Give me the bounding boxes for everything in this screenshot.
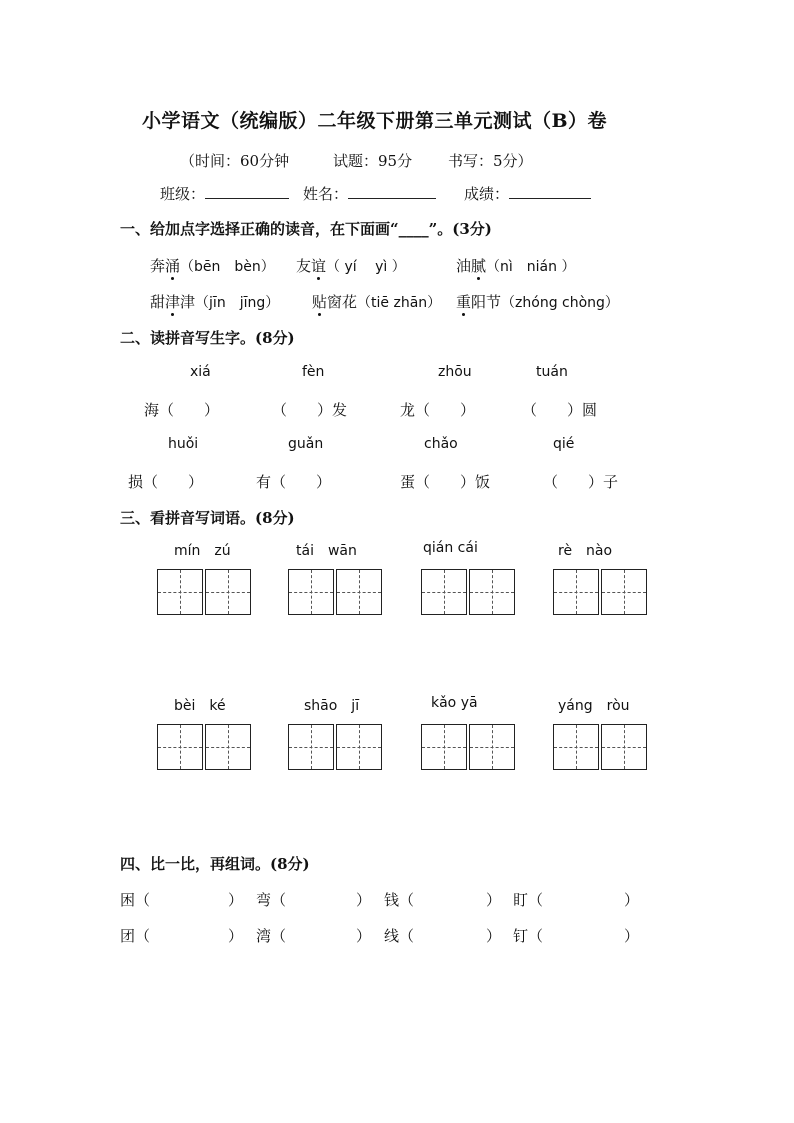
write-char-field[interactable]: 龙（ ） — [400, 401, 476, 419]
section3-heading: 三、看拼音写词语。(8分) — [120, 509, 295, 527]
compare-word-open[interactable]: 线（ — [384, 927, 415, 945]
grade-label: 成绩： — [464, 185, 510, 203]
pinyin-prompt: xiá — [190, 364, 211, 380]
pronunciation-item — [296, 255, 406, 276]
word-pinyin: rè nào — [558, 543, 613, 559]
dotted-char: 谊 — [311, 257, 327, 275]
tian-grid-box[interactable] — [288, 724, 334, 770]
dotted-char: 涌 — [165, 257, 181, 275]
write-char-field[interactable]: （ ）子 — [543, 473, 619, 491]
word-pinyin: mín zú — [174, 543, 231, 559]
pinyin-options: （nì nián ） — [486, 259, 576, 275]
tian-grid-box[interactable] — [469, 569, 515, 615]
name-label: 姓名： — [303, 185, 349, 203]
tian-grid-box[interactable] — [601, 724, 647, 770]
word-pinyin: kǎo yā — [431, 695, 478, 711]
write-char-field[interactable]: 海（ ） — [144, 401, 220, 419]
pinyin-options: （tiē zhān） — [357, 295, 442, 311]
tian-grid-box[interactable] — [553, 569, 599, 615]
class-field — [160, 183, 289, 204]
word-pinyin: yáng ròu — [558, 698, 630, 714]
tian-grid-box[interactable] — [157, 724, 203, 770]
compare-word-close: ） — [356, 927, 372, 945]
item-text: 阳节 — [471, 293, 502, 311]
class-label: 班级： — [160, 185, 206, 203]
tian-grid-box[interactable] — [601, 569, 647, 615]
compare-word-close: ） — [486, 927, 502, 945]
tian-grid-box[interactable] — [421, 569, 467, 615]
compare-word-open[interactable]: 盯（ — [513, 891, 544, 909]
name-field — [303, 183, 436, 204]
pinyin-prompt: huǒi — [168, 436, 199, 452]
item-text: 津 — [180, 293, 196, 311]
word-pinyin: qián cái — [423, 540, 478, 556]
score-info: 试题：95分 — [333, 152, 413, 170]
word-pinyin: tái wān — [296, 543, 357, 559]
name-blank[interactable] — [348, 184, 436, 199]
section1-heading: 一、给加点字选择正确的读音，在下面画“____”。(3分) — [120, 220, 492, 238]
compare-word-close: ） — [624, 927, 640, 945]
page-title: 小学语文（统编版）二年级下册第三单元测试（B）卷 — [142, 110, 608, 132]
pinyin-options: （jīn jīng） — [195, 295, 280, 311]
tian-grid-box[interactable] — [336, 724, 382, 770]
tian-grid-box[interactable] — [553, 724, 599, 770]
time-info: （时间：60分钟 — [180, 152, 290, 170]
pinyin-prompt: zhōu — [438, 364, 472, 380]
writing-info: 书写：5分） — [448, 152, 533, 170]
word-pinyin: bèi ké — [174, 698, 226, 714]
pronunciation-item — [456, 291, 619, 312]
pronunciation-item — [150, 255, 275, 276]
compare-word-close: ） — [486, 891, 502, 909]
compare-word-close: ） — [356, 891, 372, 909]
write-char-field[interactable]: 损（ ） — [128, 473, 204, 491]
dotted-char: 重 — [456, 293, 472, 311]
item-text: 奔 — [150, 257, 166, 275]
tian-grid-box[interactable] — [469, 724, 515, 770]
section4-heading: 四、比一比，再组词。(8分) — [120, 855, 310, 873]
tian-grid-box[interactable] — [205, 569, 251, 615]
class-blank[interactable] — [205, 184, 289, 199]
pinyin-prompt: fèn — [302, 364, 325, 380]
item-text: 油 — [456, 257, 472, 275]
write-char-field[interactable]: （ ）圆 — [522, 401, 598, 419]
dotted-char: 津 — [165, 293, 181, 311]
compare-word-open[interactable]: 钉（ — [513, 927, 544, 945]
compare-word-open[interactable]: 弯（ — [256, 891, 287, 909]
pronunciation-item — [312, 291, 441, 312]
item-text: 窗花 — [327, 293, 358, 311]
grade-blank[interactable] — [509, 184, 591, 199]
pinyin-options: （zhóng chòng） — [501, 295, 619, 311]
tian-grid-box[interactable] — [288, 569, 334, 615]
compare-word-open[interactable]: 湾（ — [256, 927, 287, 945]
write-char-field[interactable]: 有（ ） — [256, 473, 332, 491]
tian-grid-box[interactable] — [421, 724, 467, 770]
dotted-char: 腻 — [471, 257, 487, 275]
tian-grid-box[interactable] — [157, 569, 203, 615]
write-char-field[interactable]: 蛋（ ）饭 — [400, 473, 491, 491]
compare-word-open[interactable]: 困（ — [120, 891, 151, 909]
compare-word-open[interactable]: 团（ — [120, 927, 151, 945]
tian-grid-box[interactable] — [336, 569, 382, 615]
pronunciation-item — [456, 255, 575, 276]
compare-word-open[interactable]: 钱（ — [384, 891, 415, 909]
pinyin-prompt: guǎn — [288, 436, 324, 452]
item-text: 甜 — [150, 293, 166, 311]
pinyin-options: （ yí yì ） — [326, 259, 406, 275]
pinyin-prompt: chǎo — [424, 436, 458, 452]
pronunciation-item — [150, 291, 279, 312]
section2-heading: 二、读拼音写生字。(8分) — [120, 329, 295, 347]
pinyin-prompt: qié — [553, 436, 575, 452]
dotted-char: 贴 — [312, 293, 328, 311]
pinyin-options: （bēn bèn） — [180, 259, 275, 275]
write-char-field[interactable]: （ ）发 — [272, 401, 348, 419]
compare-word-close: ） — [228, 927, 244, 945]
tian-grid-box[interactable] — [205, 724, 251, 770]
compare-word-close: ） — [228, 891, 244, 909]
pinyin-prompt: tuán — [536, 364, 568, 380]
compare-word-close: ） — [624, 891, 640, 909]
grade-field — [464, 183, 591, 204]
item-text: 友 — [296, 257, 312, 275]
word-pinyin: shāo jī — [304, 698, 360, 714]
